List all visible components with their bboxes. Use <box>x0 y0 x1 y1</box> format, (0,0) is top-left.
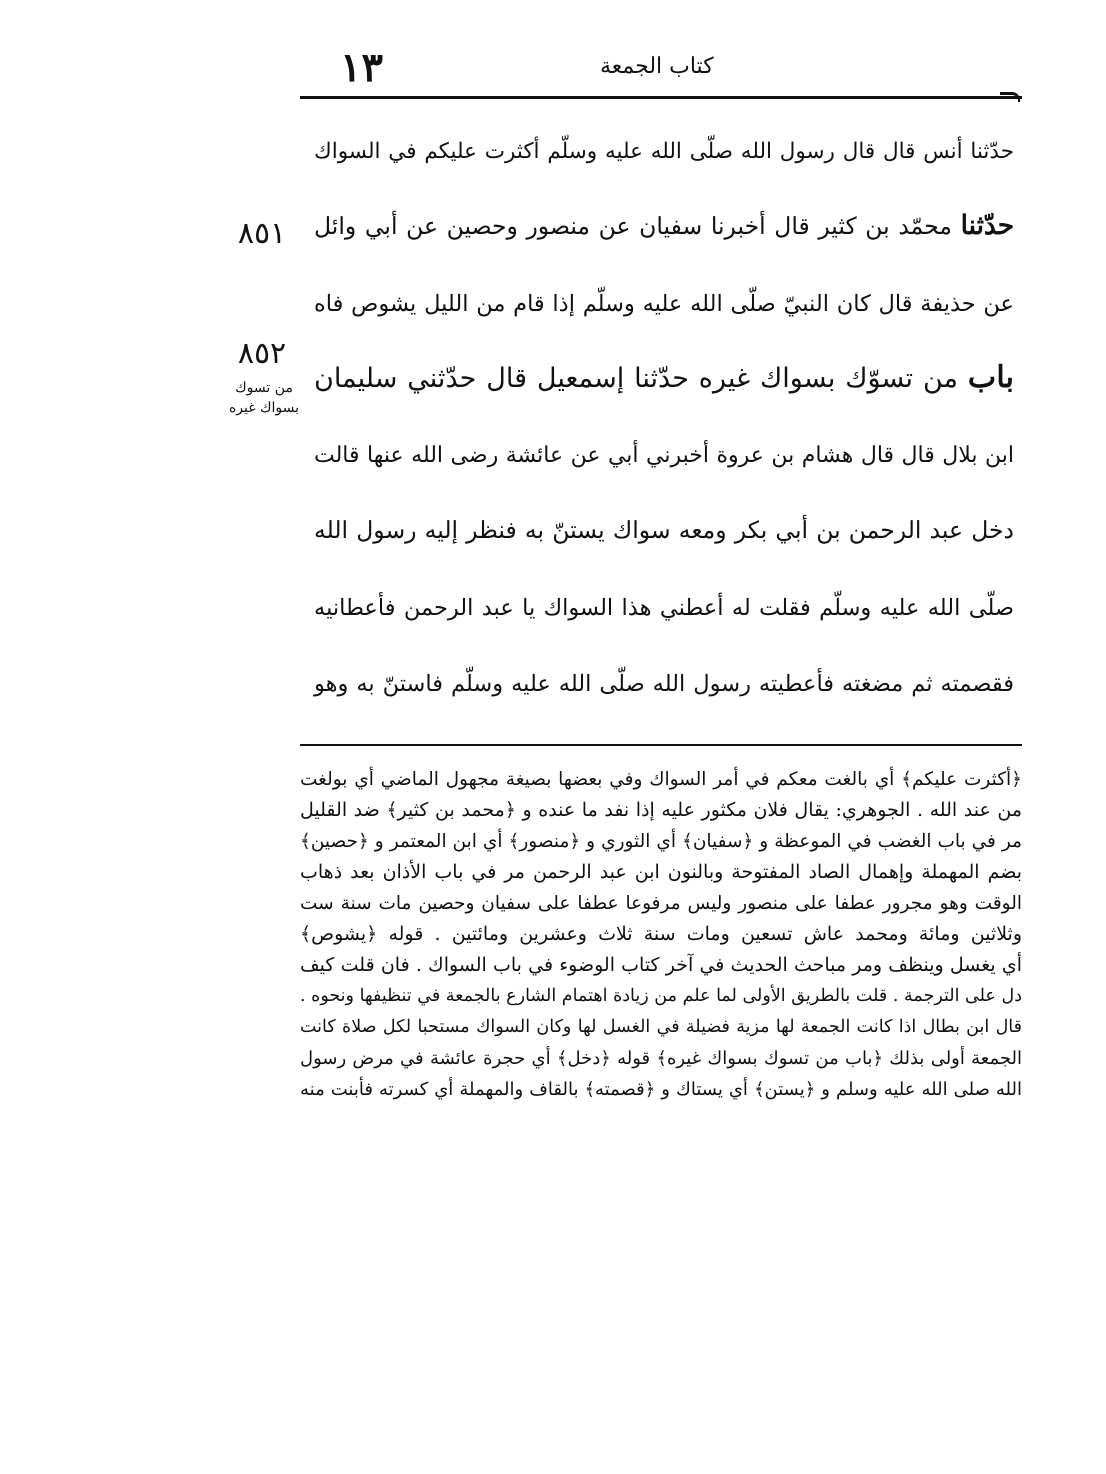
main-line-text: حدّثنا أنس قال قال رسول الله صلّى الله عليه وسلّم أكثرت عليكم في السواك <box>314 139 1014 164</box>
main-line <box>314 188 1014 264</box>
header-rule <box>300 96 1022 99</box>
main-line-text: صلّى الله عليه وسلّم فقلت له أعطني هذا السواك يا عبد الرحمن فأعطانيه <box>314 595 1014 621</box>
main-line <box>314 644 1014 720</box>
main-line <box>314 264 1014 340</box>
footnote-divider <box>300 744 1022 746</box>
commentary-line: مر في باب الغضب في الموعظة و ﴿سفيان﴾ أي الثوري و ﴿منصور﴾ أي ابن المعتمر و ﴿حصين﴾ <box>300 831 1022 852</box>
margin-chapter-note <box>224 378 304 418</box>
main-line <box>314 416 1014 492</box>
margin-note-line: بسواك غيره <box>228 400 300 416</box>
main-line <box>314 568 1014 644</box>
main-line-bold: باب <box>967 360 1014 395</box>
commentary-line: الجمعة أولى بذلك ﴿باب من تسوك بسواك غيره﴾ قوله ﴿دخل﴾ أي حجرة عائشة في مرض رسول <box>300 1048 1022 1069</box>
main-line <box>314 492 1014 568</box>
main-line-text: دخل عبد الرحمن بن أبي بكر ومعه سواك يستنّ به فنظر إليه رسول الله <box>314 516 1014 544</box>
commentary-line: ﴿أكثرت عليكم﴾ أي بالغت معكم في أمر السواك وفي بعضها بصيغة مجهول الماضي أي بولغت <box>300 769 1022 790</box>
main-line-text: فقصمته ثم مضغته فأعطيته رسول الله صلّى الله عليه وسلّم فاستنّ به وهو <box>314 671 1014 697</box>
page-header <box>300 44 1020 98</box>
main-line-text: ابن بلال قال قال هشام بن عروة أخبرني أبي عن عائشة رضى الله عنها قالت <box>314 443 1014 468</box>
main-line <box>314 340 1014 416</box>
main-text <box>314 112 1014 720</box>
commentary-line: الوقت وهو مجرور عطفا على منصور وليس مرفوعا عطفا على سفيان وحصين مات سنة ست <box>300 893 1022 914</box>
hadith-number-851: ٨٥١ <box>237 216 287 251</box>
main-line-bold: حدّثنا <box>960 210 1014 241</box>
commentary-line: بضم المهملة وإهمال الصاد المفتوحة وبالنون ابن عبد الرحمن مر في باب الأذان بعد ذهاب <box>300 861 1022 883</box>
commentary-line: دل على الترجمة . قلت بالطريق الأولى لما علم من زيادة اهتمام الشارع بالجمعة في تنظيفها ونحوه . <box>300 986 1022 1006</box>
commentary <box>300 764 1022 1105</box>
main-line-text: من تسوّك بسواك غيره حدّثنا إسمعيل قال حدّثني سليمان <box>314 363 958 394</box>
commentary-line: وثلاثين ومائة ومحمد عاش تسعين ومات سنة ثلاث وعشرين ومائتين . قوله ﴿يشوص﴾ <box>300 923 1022 945</box>
margin-note-line: من تسوك <box>235 380 293 396</box>
commentary-line: الله صلى الله عليه وسلم و ﴿يستن﴾ أي يستاك و ﴿قصمته﴾ بالقاف والمهملة أي كسرته فأبنت منه <box>300 1079 1022 1100</box>
main-line-text: عن حذيفة قال كان النبيّ صلّى الله عليه وسلّم إذا قام من الليل يشوص فاه <box>314 291 1014 317</box>
commentary-line: أي يغسل وينظف ومر مباحث الحديث في آخر كتاب الوضوء في باب السواك . فان قلت كيف <box>300 954 1022 976</box>
page-number: ١٣ <box>340 44 383 91</box>
book-title: كتاب الجمعة <box>600 54 714 79</box>
commentary-line: من عند الله . الجوهري: يقال فلان مكثور عليه إذا نفد ما عنده و ﴿محمد بن كثير﴾ ضد القليل <box>300 799 1022 821</box>
main-line <box>314 112 1014 188</box>
hadith-number-852: ٨٥٢ <box>237 336 287 371</box>
commentary-line: قال ابن بطال اذا كانت الجمعة لها مزية فضيلة في الغسل لها وكان السواك مستحبا لكل صلاة كانت <box>300 1017 1022 1037</box>
header-rule-ornament <box>1000 92 1020 102</box>
main-line-text: محمّد بن كثير قال أخبرنا سفيان عن منصور وحصين عن أبي وائل <box>314 212 953 240</box>
